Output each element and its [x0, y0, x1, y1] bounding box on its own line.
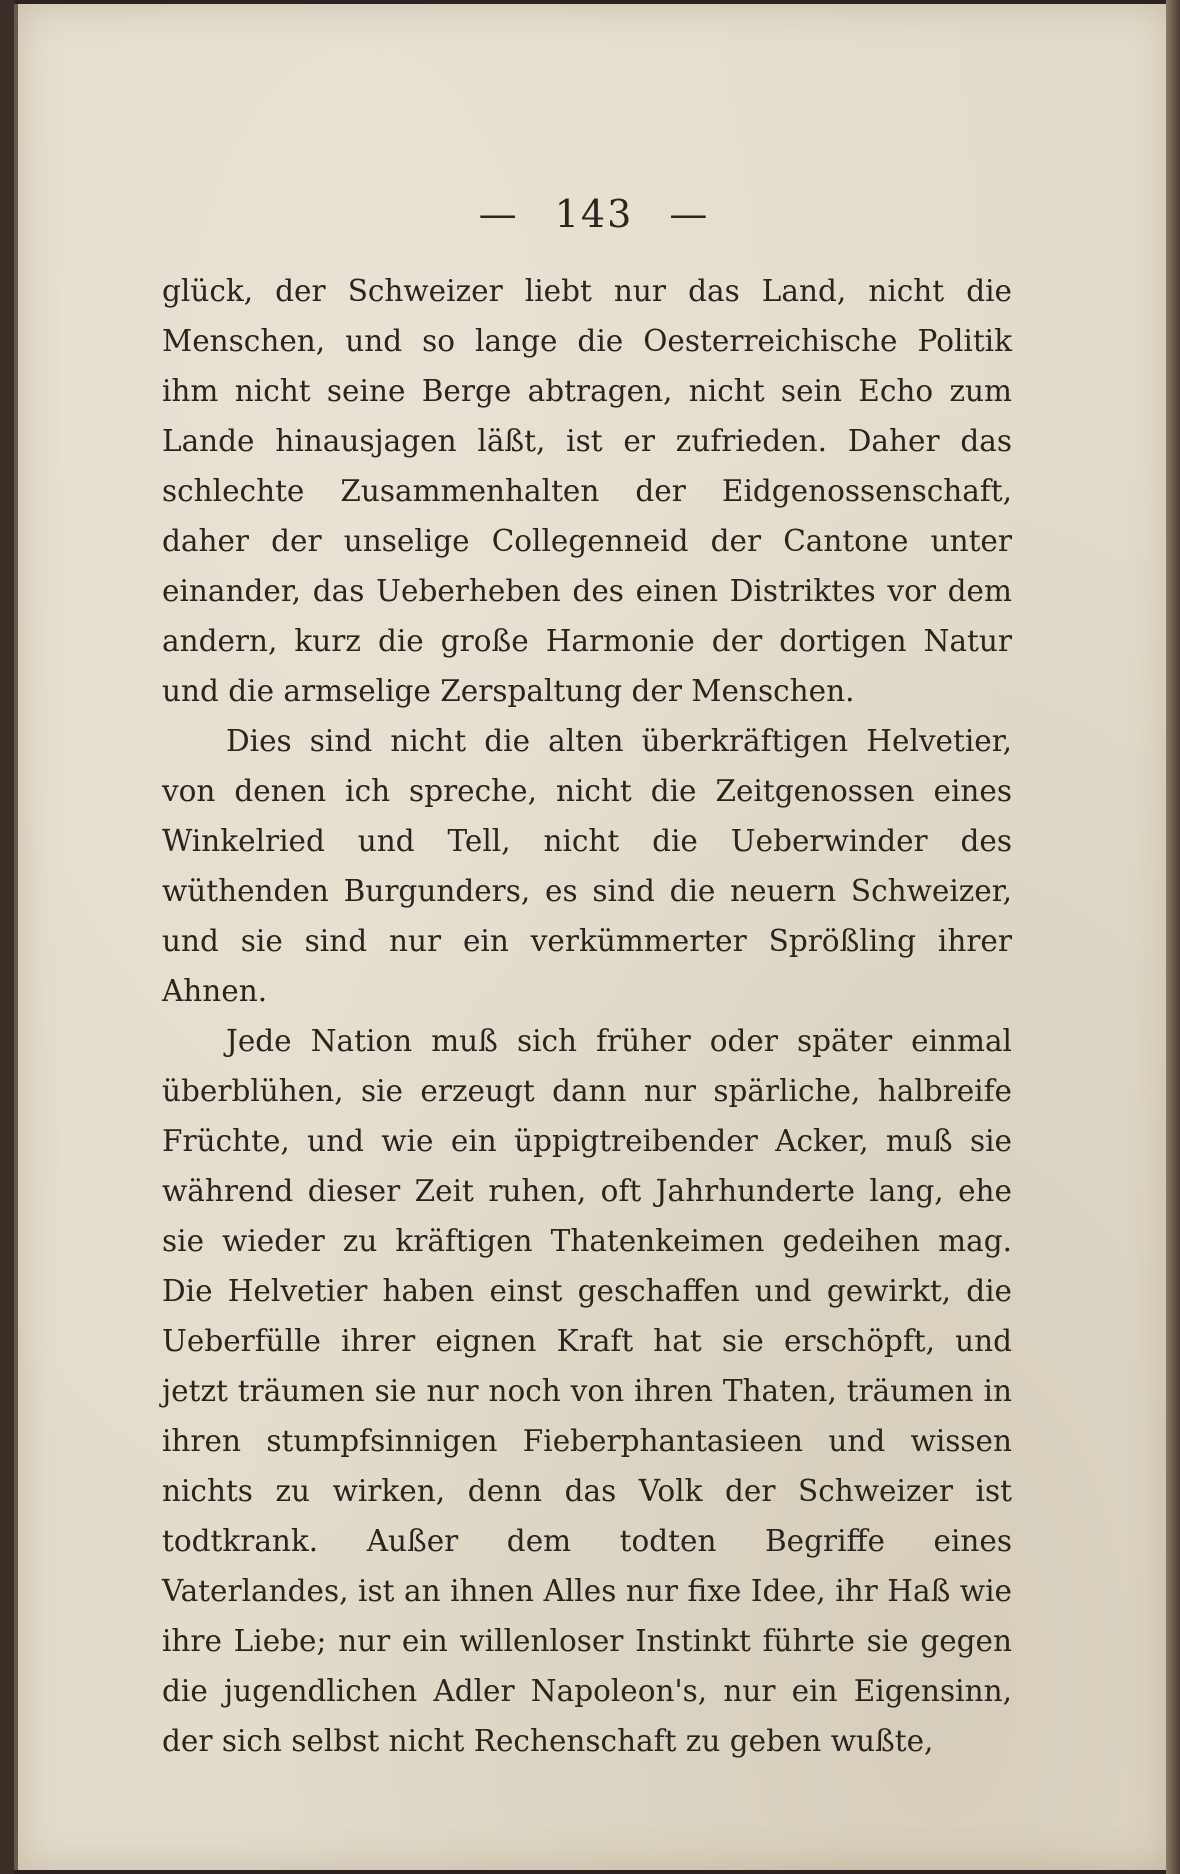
page-right-edge	[1166, 0, 1180, 1874]
book-binding-edge	[0, 0, 14, 1874]
book-page	[14, 4, 1170, 1870]
header-dash-left: —	[478, 192, 519, 236]
paragraph-nation: Jede Nation muß sich früher oder später einmal überblühen, sie erzeugt dann nur spärliche, halbreife Früchte, und wie ein üppigtreibender Acker, muß sie während dieser Zeit ruhen, oft Jahrhunderte lang, ehe sie wieder zu kräftigen Thatenkeimen gedeihen mag. Die Helvetier haben einst geschaffen und gewirkt, die Ueberfülle ihrer eignen Kraft hat sie erschöpft, und jetzt träumen sie nur noch von ihren Thaten, träumen in ihren stumpfsinnigen Fieberphantasieen und wissen nichts zu wirken, denn das Volk der Schweizer ist todtkrank. Außer dem todten Begriffe eines Vaterlandes, ist an ihnen Alles nur fixe Idee, ihr Haß wie ihre Liebe; nur ein willenloser Instinkt führte sie gegen die jugendlichen Adler Napoleon's, nur ein Eigensinn, der sich selbst nicht Rechenschaft zu geben wußte,	[162, 1024, 1012, 1758]
paragraph-continuation: glück, der Schweizer liebt nur das Land, nicht die Menschen, und so lange die Oesterreichische Politik ihm nicht seine Berge abtragen, nicht sein Echo zum Lande hinausjagen läßt, ist er zufrieden. Daher das schlechte Zusammenhalten der Eidgenossenschaft, daher der unselige Collegenneid der Cantone unter einander, das Ueberheben des einen Distriktes vor dem andern, kurz die große Harmonie der dortigen Natur und die armselige Zerspaltung der Menschen.	[162, 274, 1012, 708]
paragraph-helvetier: Dies sind nicht die alten überkräftigen Helvetier, von denen ich spreche, nicht die Zeitgenossen eines Winkelried und Tell, nicht die Ueberwinder des wüthenden Burgunders, es sind die neuern Schweizer, und sie sind nur ein verkümmerter Sprößling ihrer Ahnen.	[162, 724, 1012, 1008]
page-body-text	[162, 266, 1012, 1766]
header-dash-right: —	[669, 192, 710, 236]
page-header	[18, 192, 1170, 236]
page-number: 143	[554, 192, 634, 236]
